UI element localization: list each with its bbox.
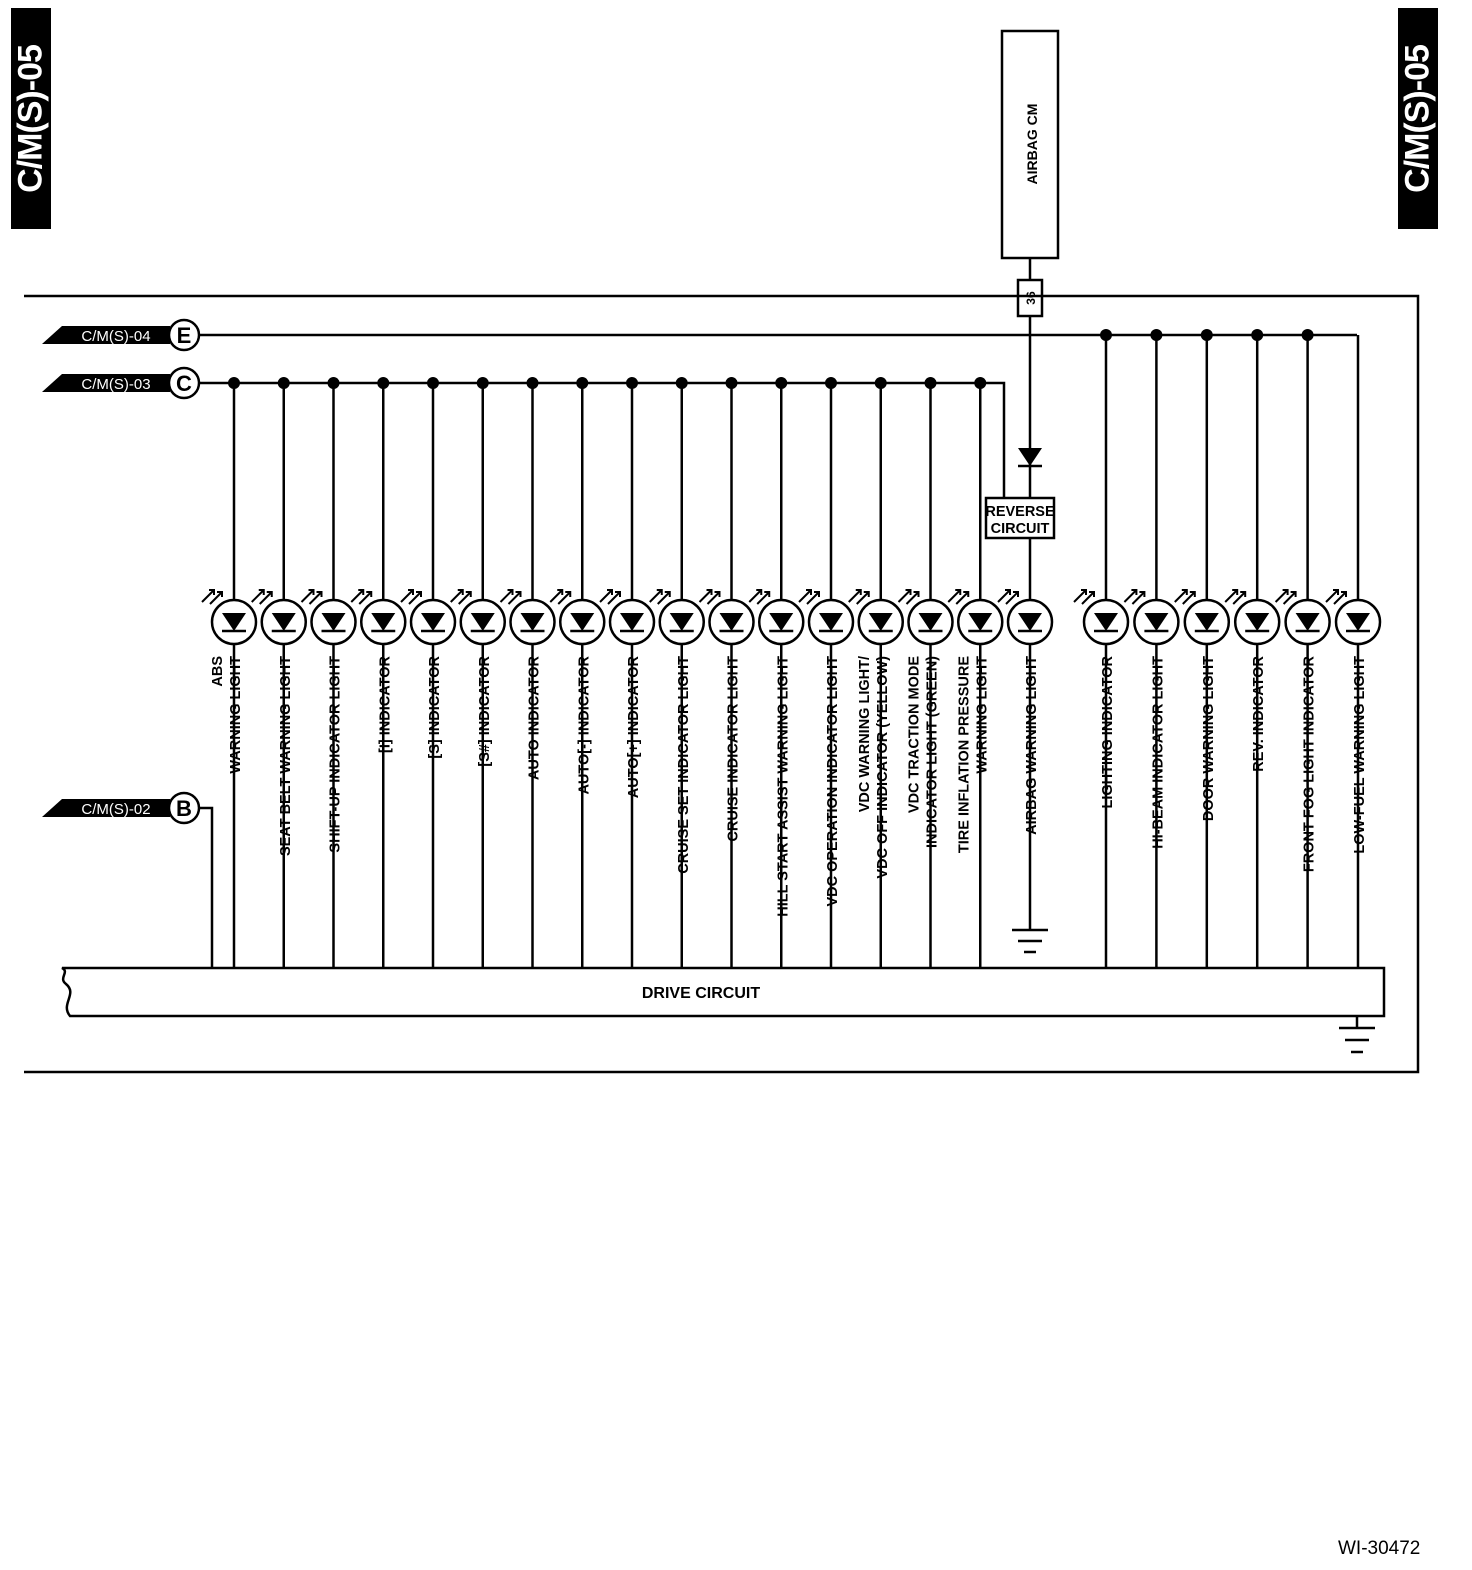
light-arrow-icon [501,590,513,602]
indicator-label: [I] INDICATOR [377,656,394,753]
indicator-label: VDC OPERATION INDICATOR LIGHT [825,656,841,907]
indicator-label: CRUISE SET INDICATOR LIGHT [675,656,692,874]
light-arrow-icon [260,592,272,604]
light-arrow-icon [600,590,612,602]
indicator-label: ABS [210,656,226,687]
light-arrow-icon [359,592,371,604]
light-arrow-icon [757,592,769,604]
indicator-label: REV. INDICATOR [1251,656,1268,772]
figure-id: WI-30472 [1338,1538,1421,1559]
indicator-label: WARNING LIGHT [974,656,991,774]
indicator-label: HILL START ASSIST WARNING LIGHT [775,656,792,917]
light-arrow-icon [1284,592,1296,604]
light-arrow-icon [1233,592,1245,604]
indicator-label: AIRBAG WARNING LIGHT [1024,656,1040,835]
light-arrow-icon [1175,590,1187,602]
indicator-label: [S#] INDICATOR [476,656,493,767]
light-arrow-icon [210,592,222,604]
light-arrow-icon [351,590,363,602]
light-arrow-icon [1006,592,1018,604]
indicator-label: VDC WARNING LIGHT/ [856,656,873,813]
section-tab-left-label: C/M(S)-05 [11,44,50,193]
connector-letter: C [176,371,192,396]
indicator-label: VDC TRACTION MODE [906,656,923,814]
light-arrow-icon [1334,592,1346,604]
light-arrow-icon [849,590,861,602]
light-arrow-icon [1082,592,1094,604]
reverse-circuit-wire [980,383,1004,498]
light-arrow-icon [1183,592,1195,604]
light-arrow-icon [409,592,421,604]
light-arrow-icon [550,590,562,602]
indicator-label: AUTO INDICATOR [526,656,543,781]
light-arrow-icon [700,590,712,602]
indicator-label: LOW-FUEL WARNING LIGHT [1352,656,1368,854]
indicator-label: LIGHTING INDICATOR [1100,656,1116,809]
light-arrow-icon [1132,592,1144,604]
light-arrow-icon [658,592,670,604]
connector-letter: E [176,323,192,348]
section-tab-right-label: C/M(S)-05 [1398,44,1437,193]
indicator-label: AUTO[+] INDICATOR [626,656,642,799]
indicator-label: [S] INDICATOR [427,656,443,759]
indicator-label: DOOR WARNING LIGHT [1200,656,1217,822]
light-arrow-icon [401,590,413,602]
indicator-label: FRONT FOG LIGHT INDICATOR [1301,656,1318,873]
indicator-label: HI-BEAM INDICATOR LIGHT [1150,656,1167,849]
light-arrow-icon [948,590,960,602]
light-arrow-icon [956,592,968,604]
connector-letter: B [176,796,192,821]
light-arrow-icon [1225,590,1237,602]
indicator-label: TIRE INFLATION PRESSURE [956,656,973,854]
light-arrow-icon [1124,590,1136,602]
indicator-label: SEAT BELT WARNING LIGHT [277,656,294,857]
indicator-label: CRUISE INDICATOR LIGHT [725,656,742,842]
light-arrow-icon [310,592,322,604]
reverse-circuit-label: REVERSE [985,504,1055,520]
light-arrow-icon [509,592,521,604]
light-arrow-icon [998,590,1010,602]
light-arrow-icon [749,590,761,602]
light-arrow-icon [459,592,471,604]
light-arrow-icon [608,592,620,604]
light-arrow-icon [202,590,214,602]
airbag-cm-label: AIRBAG CM [1024,103,1040,185]
light-arrow-icon [899,590,911,602]
pin-36-label: 36 [1024,291,1038,305]
connector-id: C/M(S)-03 [81,376,151,393]
indicator-label: VDC OFF INDICATOR (YELLOW) [874,656,891,879]
diode-icon [1018,448,1042,466]
indicator-label: WARNING LIGHT [228,656,244,774]
light-arrow-icon [907,592,919,604]
light-arrow-icon [650,590,662,602]
drive-circuit-label: DRIVE CIRCUIT [641,985,761,1002]
light-arrow-icon [807,592,819,604]
connector-id: C/M(S)-02 [81,801,151,818]
bus-wire [199,808,212,968]
indicator-label: INDICATOR LIGHT (GREEN) [924,656,941,848]
light-arrow-icon [252,590,264,602]
light-arrow-icon [708,592,720,604]
indicator-label: SHIFT-UP INDICATOR LIGHT [327,656,344,853]
light-arrow-icon [1276,590,1288,602]
light-arrow-icon [558,592,570,604]
light-arrow-icon [1326,590,1338,602]
light-arrow-icon [799,590,811,602]
light-arrow-icon [1074,590,1086,602]
light-arrow-icon [451,590,463,602]
indicator-label: AUTO[-] INDICATOR [576,656,593,795]
light-arrow-icon [857,592,869,604]
connector-id: C/M(S)-04 [81,328,151,345]
reverse-circuit-label: CIRCUIT [990,521,1050,537]
light-arrow-icon [302,590,314,602]
